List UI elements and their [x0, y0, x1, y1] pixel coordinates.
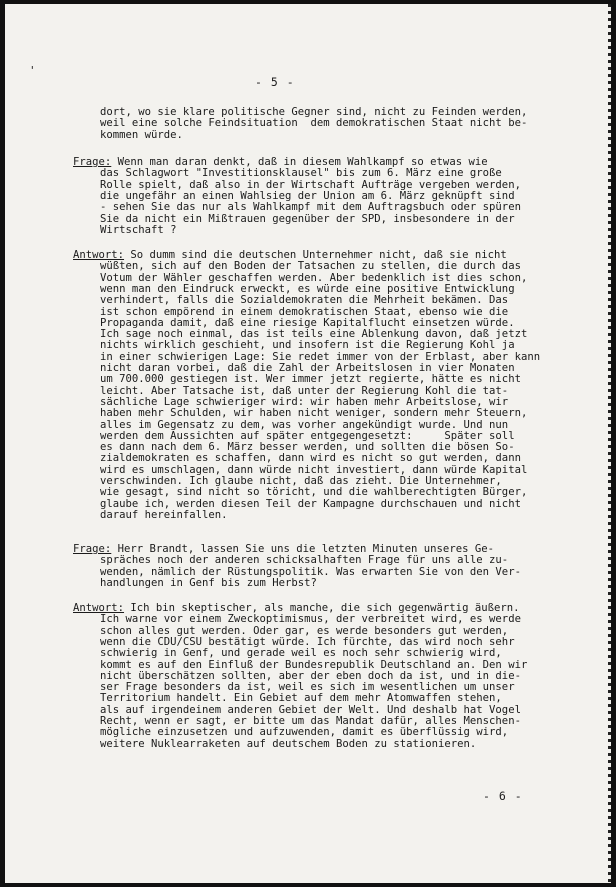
text-line: - sehen Sie das nur als Wahlkampf mit dem Auftragsbuch oder spüren	[100, 201, 521, 214]
text-line: in einer schwierigen Lage: Sie redet immer von der Erblast, aber kann	[100, 350, 541, 363]
text-line: schon alles gut werden. Oder gar, es werde besonders gut werden,	[100, 624, 509, 637]
document-page	[5, 4, 611, 883]
text-line: nichts wirklich geschieht, und insofern ist die Regierung Kohl ja	[100, 339, 515, 352]
page-number: - 5 -	[255, 75, 295, 89]
text-line: Propaganda damit, daß eine riesige Kapitalflucht einsetzen würde.	[100, 316, 515, 329]
text-line: wenn man den Eindruck erweckt, es würde eine positive Entwicklung	[100, 282, 515, 295]
text-line: das Schlagwort "Investitionsklausel" bis zum 6. März eine große	[100, 167, 502, 180]
text-line: als auf irgendeinem anderen Gebiet der Welt. Und deshalb hat Vogel	[100, 703, 521, 716]
speaker-label: Frage:	[73, 543, 112, 555]
line-text: Ich bin skeptischer, als manche, die sich gegenwärtig äußern.	[124, 602, 520, 614]
text-line: wie gesagt, sind nicht so töricht, und die wahlberechtigten Bürger,	[100, 486, 528, 499]
margin-mark: '	[29, 64, 36, 77]
line-text: So dumm sind die deutschen Unternehmer nicht, daß sie nicht	[124, 249, 507, 261]
text-line: haben mehr Schulden, wir haben nicht weniger, sondern mehr Steuern,	[100, 407, 528, 420]
next-page-indicator: - 6 -	[483, 789, 523, 803]
speaker-label: Antwort:	[73, 249, 125, 261]
text-line: spräches noch der anderen schicksalhaften Frage für uns alle zu-	[100, 554, 509, 567]
text-line: die ungefähr an einen Wahlsieg der Union am 6. März geknüpft sind	[100, 189, 515, 202]
text-line: um 700.000 gestiegen ist. Wer immer jetzt regierte, hätte es nicht	[100, 373, 521, 386]
text-line: mögliche einzusetzen und aufzuwenden, damit es überflüssig wird,	[100, 726, 509, 739]
text-line: zialdemokraten es schaffen, dann wird es nicht so gut werden, dann	[100, 452, 521, 465]
text-line: glaube ich, werden diesen Teil der Kampagne durchschauen und nicht	[100, 497, 521, 510]
text-line: weil eine solche Feindsituation dem demokratischen Staat nicht be-	[100, 117, 528, 130]
text-line: Recht, wenn er sagt, er bitte um das Mandat dafür, alles Menschen-	[100, 715, 521, 727]
text-line: werden dem Aussichten auf später entgegengesetzt: Später soll	[100, 429, 515, 442]
text-line: alles im Gegensatz zu dem, was vorher angekündigt wurde. Und nun	[100, 418, 509, 431]
text-line: nicht daran vorbei, daß die Zahl der Arbeitslosen in vier Monaten	[100, 362, 515, 374]
text-line: Territorium handelt. Ein Gebiet auf dem mehr Atomwaffen stehen,	[100, 692, 502, 705]
text-line: Ich sage noch einmal, das ist teils eine Ablenkung davon, daß jetzt	[100, 328, 528, 341]
speaker-label: Antwort:	[73, 602, 125, 614]
text-line: ser Frage besonders da ist, weil es sich im wesentlichen um unser	[100, 681, 515, 694]
text-line: nicht überschätzen sollten, aber der eben doch da ist, und in die-	[100, 669, 521, 682]
text-line: Sie da nicht ein Mißtrauen gegenüber der SPD, insbesondere in der	[100, 212, 515, 225]
text-line: darauf hereinfallen.	[100, 508, 228, 521]
text-line: wenden, nämlich der Rüstungspolitik. Was erwarten Sie von den Ver-	[100, 565, 521, 578]
text-line: ist schon empörend in einem demokratischen Staat, ebenso wie die	[100, 305, 509, 318]
text-line: kommt es auf den Einfluß der Bundesrepublik Deutschland an. Den wir	[100, 658, 528, 671]
text-line: schwierig in Genf, und gerade weil es noch sehr schwierig wird,	[100, 647, 502, 660]
line-text: Wenn man daran denkt, daß in diesem Wahlkampf so etwas wie	[111, 156, 488, 168]
text-line: verschwinden. Ich glaube nicht, daß das zieht. Die Unternehmer,	[100, 475, 502, 487]
text-line: wird es umschlagen, dann würde nicht investiert, dann würde Kapital	[100, 463, 528, 476]
text-line: weitere Nuklearraketen auf deutschem Boden zu stationieren.	[100, 737, 477, 750]
text-line: dort, wo sie klare politische Gegner sind, nicht zu Feinden werden,	[100, 106, 528, 118]
text-line: handlungen in Genf bis zum Herbst?	[100, 576, 317, 589]
text-line: Ich warne vor einem Zweckoptimismus, der verbreitet wird, es werde	[100, 613, 521, 626]
line-text: Herr Brandt, lassen Sie uns die letzten Minuten unseres Ge-	[111, 543, 494, 555]
text-line: Wirtschaft ?	[100, 223, 177, 236]
text-line: verhindert, falls die Sozialdemokraten die Mehrheit bekämen. Das	[100, 294, 509, 307]
text-line: Votum der Wähler geschaffen werden. Aber bedenklich ist dies schon,	[100, 271, 528, 284]
text-line: kommen würde.	[100, 128, 183, 141]
text-line: leicht. Aber Tatsache ist, daß unter der Regierung Kohl die tat-	[100, 384, 509, 397]
page-edge-border	[608, 4, 611, 883]
text-line: sächliche Lage schwieriger wird: wir haben mehr Arbeitslose, wir	[100, 395, 509, 408]
speaker-label: Frage:	[73, 156, 112, 168]
text-line: wenn die CDU/CSU bestätigt würde. Ich fürchte, das wird noch sehr	[100, 635, 515, 648]
text-line: wüßten, sich auf den Boden der Tatsachen zu stellen, die durch das	[100, 260, 521, 273]
text-line: es dann nach dem 6. März besser werden, und sollten die bösen So-	[100, 441, 515, 454]
text-line: Rolle spielt, daß also in der Wirtschaft Aufträge vergeben werden,	[100, 178, 521, 191]
